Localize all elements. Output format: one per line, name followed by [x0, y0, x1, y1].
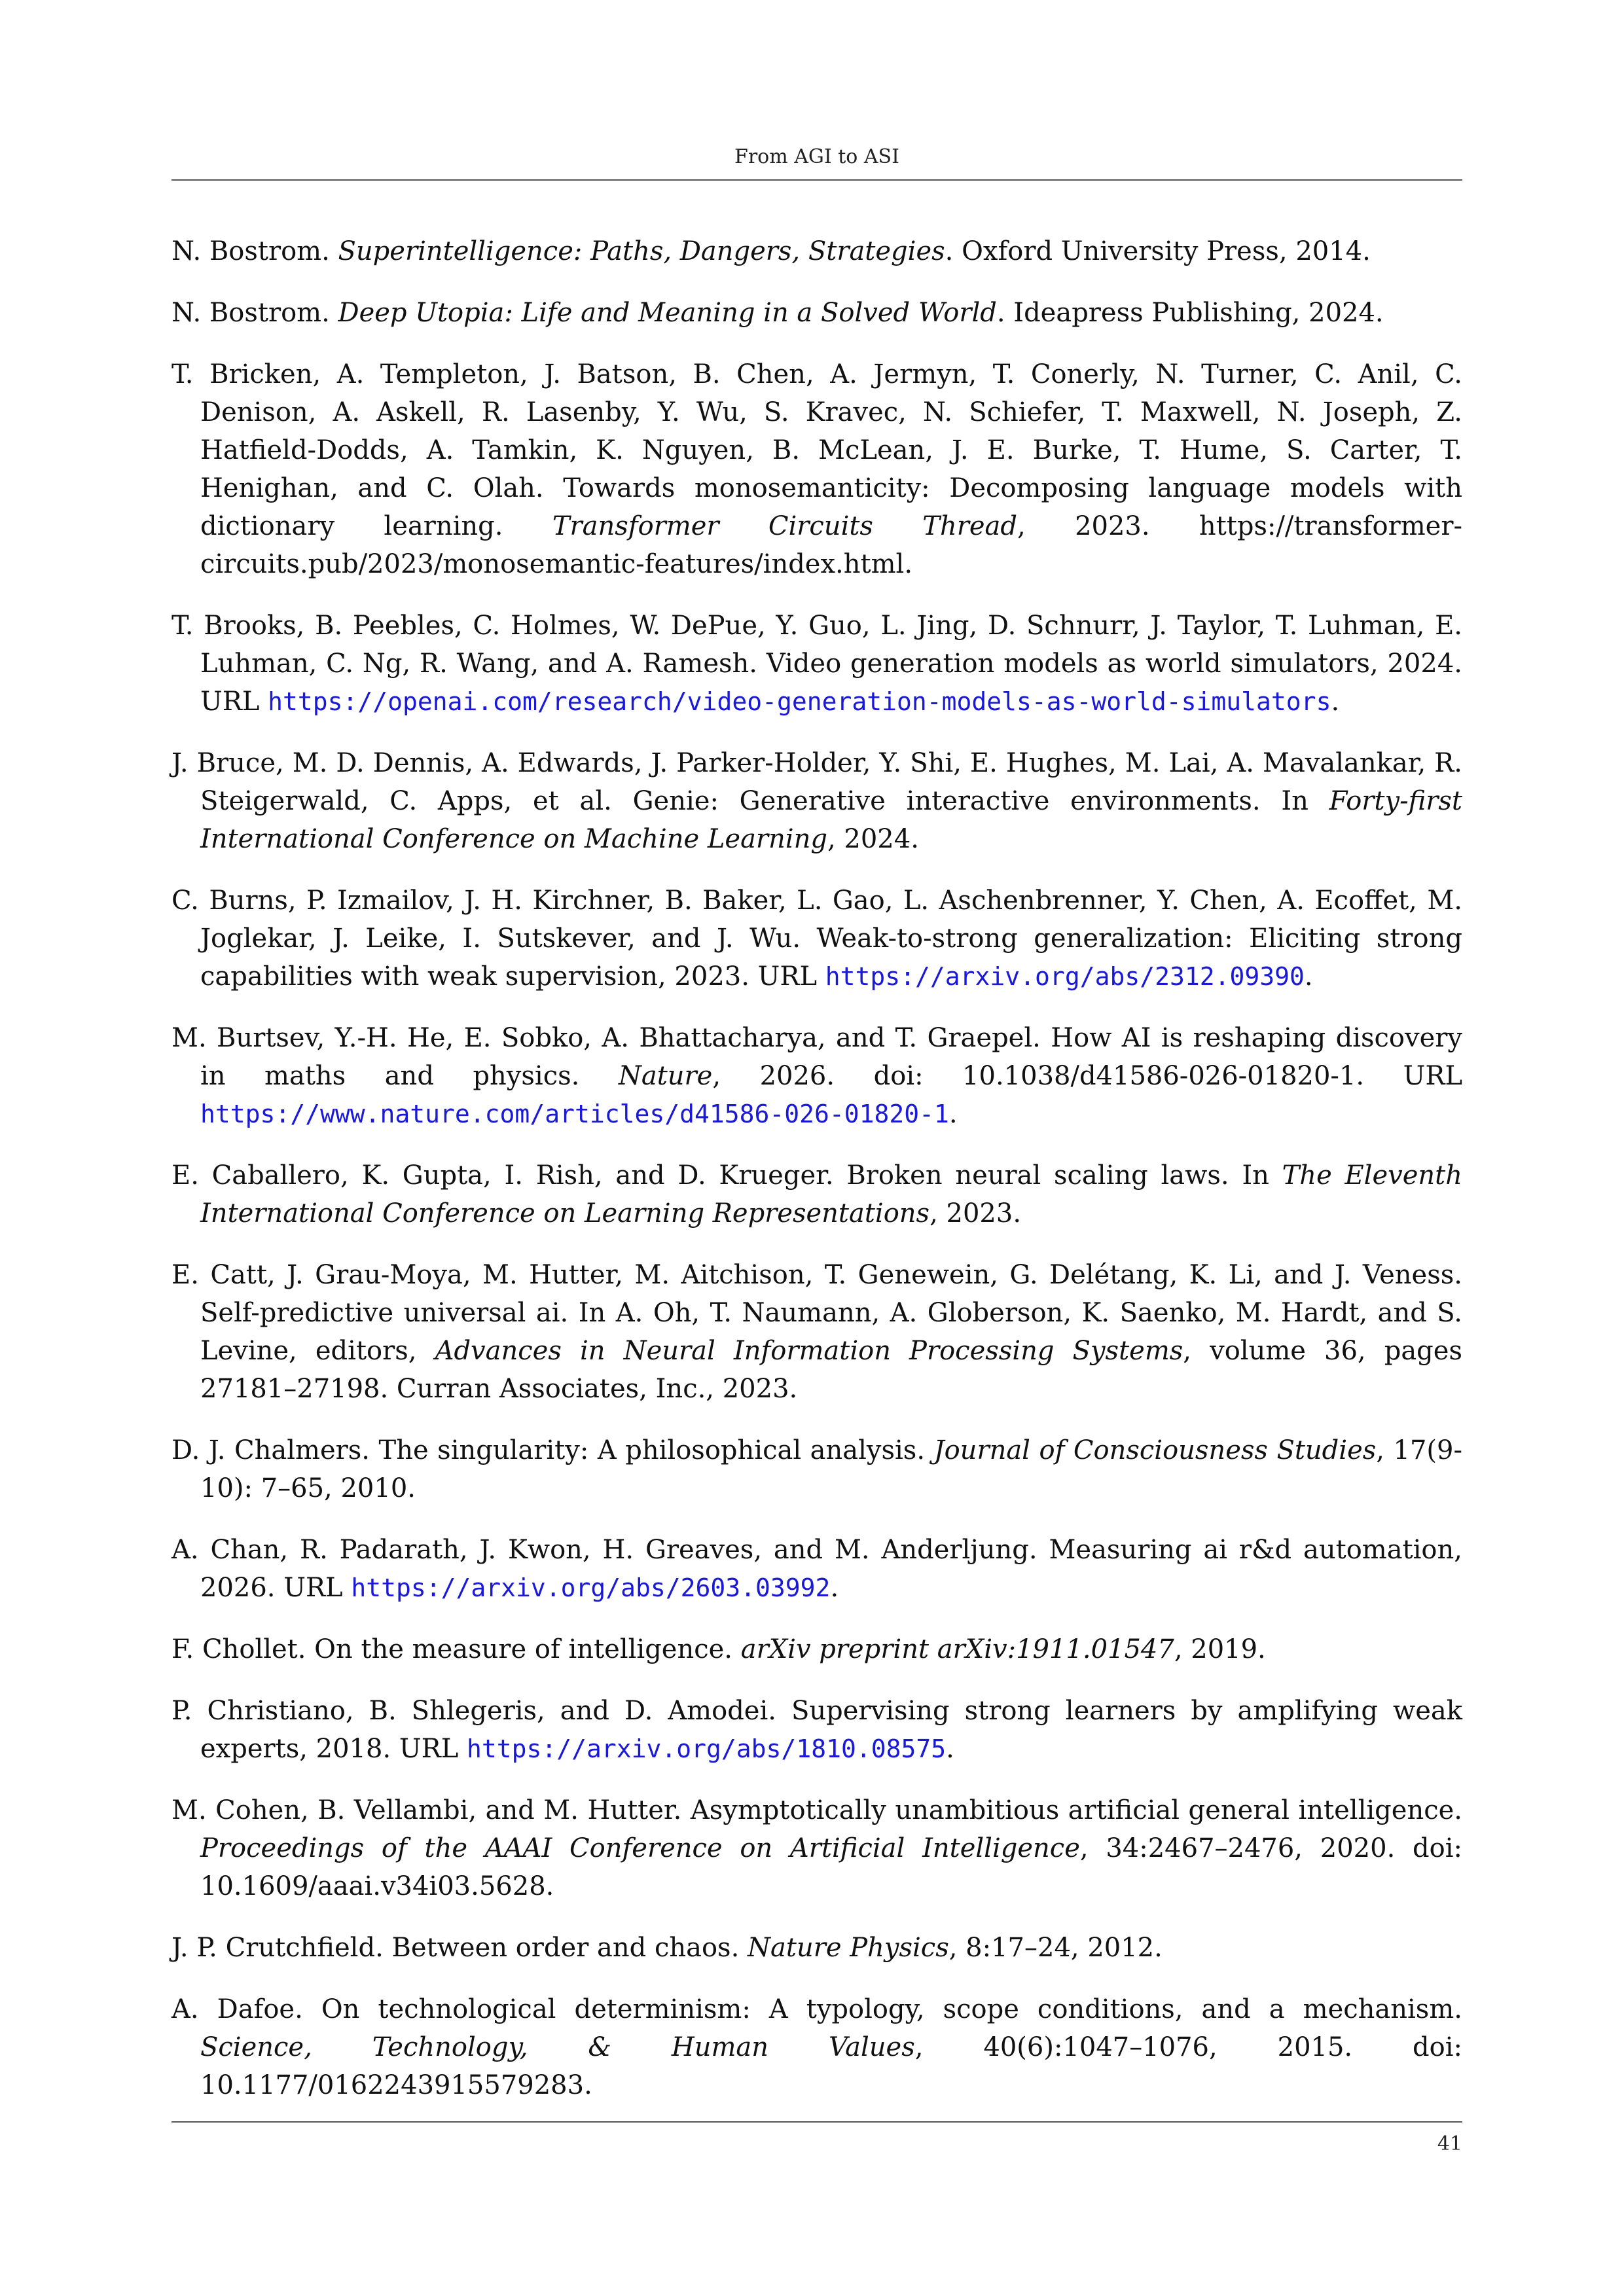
reference-entry: [171, 1531, 1462, 1607]
reference-entry: [171, 744, 1462, 858]
reference-url[interactable]: https://arxiv.org/abs/2603.03992: [351, 1573, 831, 1602]
page-number: 41: [1437, 2132, 1462, 2155]
reference-entry: [171, 607, 1462, 721]
reference-details: , 2024.: [827, 824, 919, 854]
reference-punctuation: .: [1304, 961, 1313, 992]
reference-venue: Transformer Circuits Thread: [552, 511, 1017, 541]
reference-details: , 2023. https://transformer-circuits.pub/2023/monosemantic-features/index.html.: [200, 511, 1462, 579]
reference-authors: J. P. Crutchfield.: [171, 1933, 392, 1963]
reference-venue: Journal of Consciousness Studies: [933, 1435, 1377, 1465]
reference-venue: Nature Physics: [748, 1933, 949, 1963]
reference-authors: A. Dafoe.: [171, 1994, 321, 2024]
reference-entry: [171, 1990, 1462, 2104]
reference-venue: Proceedings of the AAAI Conference on Artificial Intelligence: [200, 1833, 1080, 1863]
reference-venue: arXiv preprint arXiv:1911.01547: [740, 1634, 1174, 1664]
reference-entry: [171, 1692, 1462, 1768]
reference-authors: D. J. Chalmers.: [171, 1435, 379, 1465]
reference-authors: T. Bricken, A. Templeton, J. Batson, B. Chen, A. Jermyn, T. Conerly, N. Turner, C. Anil, C. Denison, A. Askell, R. Lasenby, Y. Wu, S. Kravec, N. Schiefer, T. Maxwell, N. Joseph, Z. Hatfield-Dodds, A. Tamkin, K. Nguyen, B. McLean, J. E. Burke, T. Hume, S. Carter, T. Henighan, and C. Olah.: [171, 359, 1462, 503]
reference-entry: [171, 1791, 1462, 1905]
reference-details: . Oxford University Press, 2014.: [945, 236, 1371, 266]
reference-authors: E. Caballero, K. Gupta, I. Rish, and D. Krueger.: [171, 1160, 847, 1191]
reference-entry: [171, 294, 1462, 332]
reference-title: Self-predictive universal ai. In A. Oh, T. Naumann, A. Globerson, K. Saenko, M. Hardt, and S. Levine, editors,: [200, 1298, 1462, 1366]
reference-venue: Forty-first International Conference on Machine Learning: [200, 786, 1462, 854]
reference-authors: C. Burns, P. Izmailov, J. H. Kirchner, B. Baker, L. Gao, L. Aschenbrenner, Y. Chen, A. Ecoffet, M. Joglekar, J. Leike, I. Sutskever, and J. Wu.: [171, 886, 1462, 954]
reference-title: Genie: Generative interactive environments. In: [632, 786, 1329, 816]
reference-venue: Science, Technology, & Human Values: [200, 2032, 915, 2062]
header-rule: [171, 179, 1462, 181]
reference-details: , 8:17–24, 2012.: [948, 1933, 1163, 1963]
reference-url[interactable]: https://openai.com/research/video-generation-models-as-world-simulators: [268, 687, 1331, 716]
reference-title: The singularity: A philosophical analysis.: [378, 1435, 934, 1465]
reference-entry: [171, 1019, 1462, 1133]
reference-authors: T. Brooks, B. Peebles, C. Holmes, W. DePue, Y. Guo, L. Jing, D. Schnurr, J. Taylor, T. Luhman, E. Luhman, C. Ng, R. Wang, and A. Ramesh.: [171, 611, 1462, 679]
reference-authors: F. Chollet.: [171, 1634, 315, 1664]
reference-details: , 40(6):1047–1076, 2015. doi: 10.1177/0162243915579283.: [200, 2032, 1462, 2100]
running-header: From AGI to ASI: [734, 145, 899, 168]
reference-entry: [171, 355, 1462, 583]
footer-rule: [171, 2121, 1462, 2123]
reference-entry: [171, 1157, 1462, 1232]
reference-punctuation: .: [948, 1099, 958, 1129]
reference-entry: [171, 882, 1462, 996]
reference-entry: [171, 1256, 1462, 1408]
reference-details: , 2026. doi: 10.1038/d41586-026-01820-1. URL: [712, 1061, 1462, 1091]
reference-entry: [171, 1929, 1462, 1967]
reference-authors: N. Bostrom.: [171, 236, 338, 266]
reference-title: Towards monosemanticity: Decomposing language models with dictionary learning.: [200, 473, 1462, 541]
reference-url[interactable]: https://arxiv.org/abs/2312.09390: [825, 962, 1305, 991]
reference-title: Broken neural scaling laws. In: [846, 1160, 1282, 1191]
reference-title: On technological determinism: A typology, scope conditions, and a mechanism.: [321, 1994, 1462, 2024]
reference-title: Measuring ai r&d automation, 2026. URL: [200, 1535, 1462, 1603]
reference-title: Between order and chaos.: [391, 1933, 748, 1963]
reference-venue: Deep Utopia: Life and Meaning in a Solved World: [338, 298, 997, 328]
reference-details: , 34:2467–2476, 2020. doi: 10.1609/aaai.v34i03.5628.: [200, 1833, 1462, 1901]
reference-venue: The Eleventh International Conference on Learning Representations: [200, 1160, 1463, 1229]
reference-list: [171, 232, 1462, 2128]
reference-authors: E. Catt, J. Grau-Moya, M. Hutter, M. Aitchison, T. Genewein, G. Delétang, K. Li, and J. Veness.: [171, 1260, 1462, 1290]
reference-title: Asymptotically unambitious artificial general intelligence.: [690, 1795, 1462, 1825]
reference-punctuation: .: [946, 1734, 954, 1764]
reference-details: . Ideapress Publishing, 2024.: [996, 298, 1384, 328]
reference-details: , 2023.: [929, 1198, 1022, 1229]
reference-title: On the measure of intelligence.: [314, 1634, 741, 1664]
reference-venue: Advances in Neural Information Processing Systems: [435, 1336, 1183, 1366]
reference-authors: A. Chan, R. Padarath, J. Kwon, H. Greaves, and M. Anderljung.: [171, 1535, 1049, 1565]
reference-details: , 17(9-10): 7–65, 2010.: [200, 1435, 1462, 1503]
reference-title: Supervising strong learners by amplifying weak experts, 2018. URL: [200, 1696, 1462, 1764]
reference-title: How AI is reshaping discovery in maths and physics.: [200, 1023, 1462, 1091]
reference-entry: [171, 1630, 1462, 1668]
reference-details: , volume 36, pages 27181–27198. Curran Associates, Inc., 2023.: [200, 1336, 1462, 1404]
reference-details: , 2019.: [1174, 1634, 1266, 1664]
reference-title: Video generation models as world simulators, 2024. URL: [200, 649, 1462, 717]
reference-url[interactable]: https://www.nature.com/articles/d41586-026-01820-1: [200, 1100, 949, 1128]
reference-authors: M. Burtsev, Y.-H. He, E. Sobko, A. Bhattacharya, and T. Graepel.: [171, 1023, 1051, 1053]
reference-url[interactable]: https://arxiv.org/abs/1810.08575: [467, 1734, 947, 1763]
reference-authors: J. Bruce, M. D. Dennis, A. Edwards, J. Parker-Holder, Y. Shi, E. Hughes, M. Lai, A. Mavalankar, R. Steigerwald, C. Apps, et al.: [171, 748, 1462, 816]
reference-authors: N. Bostrom.: [171, 298, 338, 328]
reference-entry: [171, 232, 1462, 270]
reference-punctuation: .: [830, 1573, 839, 1603]
reference-punctuation: .: [1331, 687, 1340, 717]
reference-venue: Superintelligence: Paths, Dangers, Strategies: [338, 236, 945, 266]
reference-authors: P. Christiano, B. Shlegeris, and D. Amodei.: [171, 1696, 791, 1726]
reference-authors: M. Cohen, B. Vellambi, and M. Hutter.: [171, 1795, 691, 1825]
reference-entry: [171, 1431, 1462, 1507]
reference-venue: Nature: [618, 1061, 713, 1091]
reference-title: Weak-to-strong generalization: Eliciting strong capabilities with weak supervision, 2023. URL: [200, 924, 1462, 992]
